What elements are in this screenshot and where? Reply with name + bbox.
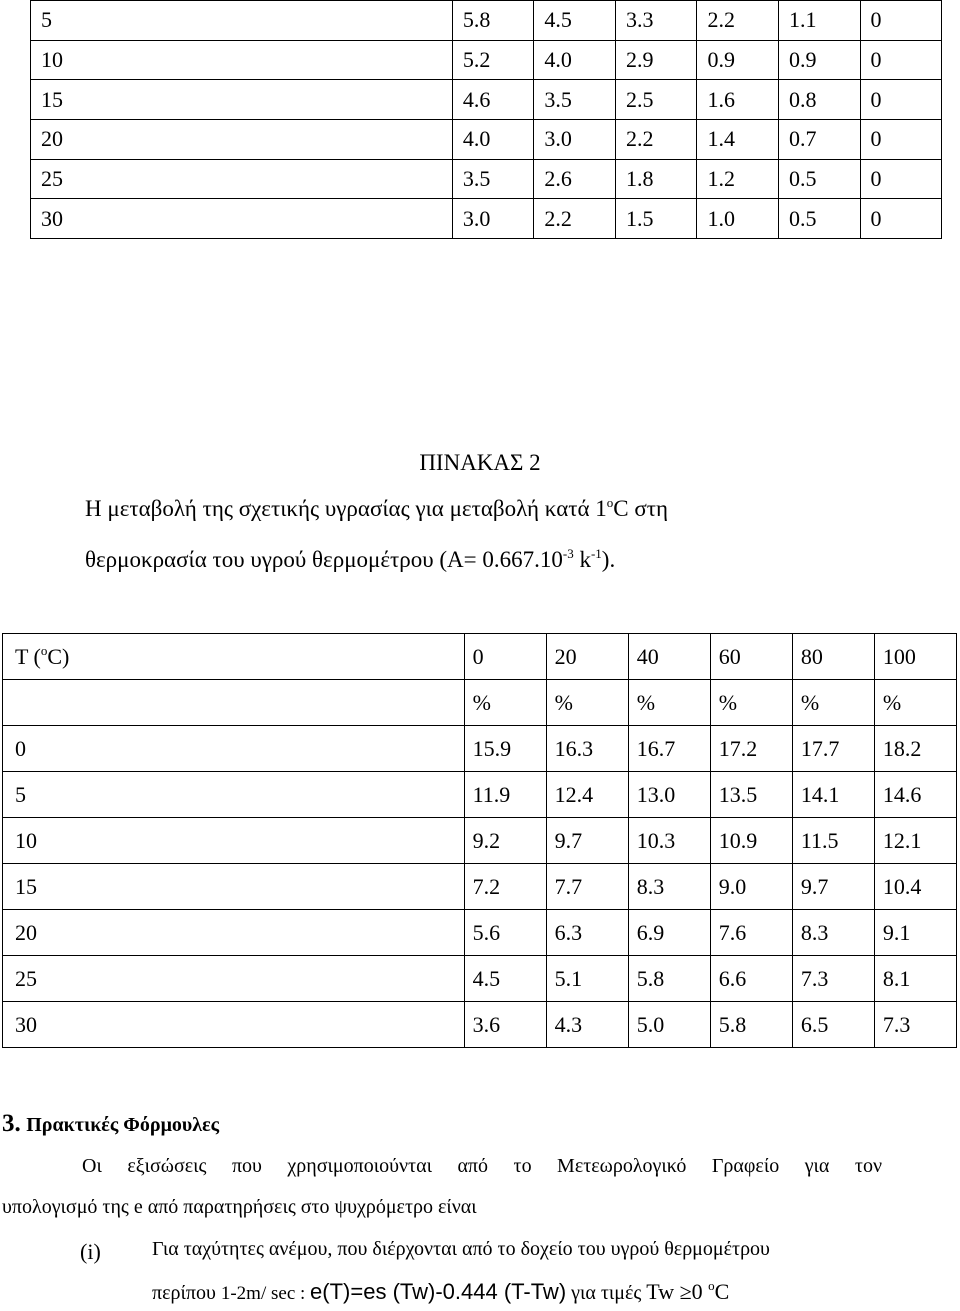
geq-symbol: ≥ (679, 1279, 692, 1304)
unit-cell: % (546, 680, 628, 726)
row-label-cell: 5 (31, 1, 453, 41)
row-label-cell: 30 (3, 1002, 465, 1048)
table-row (3, 818, 957, 864)
row-label-cell: 15 (31, 80, 453, 120)
value-cell: 0 (860, 1, 941, 41)
value-cell: 16.7 (628, 726, 710, 772)
value-cell: 4.0 (534, 40, 616, 80)
value-cell: 3.5 (534, 80, 616, 120)
value-cell: 4.3 (546, 1002, 628, 1048)
value-cell: 17.2 (710, 726, 792, 772)
table-row (31, 199, 942, 239)
value-cell: 0 (860, 159, 941, 199)
value-cell: 3.3 (615, 1, 697, 41)
value-cell: 15.9 (464, 726, 546, 772)
table-2-caption-line-2: θερμοκρασία του υγρού θερμομέτρου ($A= 0.667.10^{-3}$ $k^{-1}$). (85, 546, 616, 572)
value-cell: 1.1 (779, 1, 861, 41)
value-cell: 12.1 (874, 818, 956, 864)
value-cell: 9.2 (464, 818, 546, 864)
list-item-text: Για ταχύτητες ανέμου, που διέρχονται από το δοχείο του υγρού θερμομέτρου (152, 1238, 770, 1260)
row-label-cell: 10 (3, 818, 465, 864)
value-cell: 5.2 (452, 40, 534, 80)
unit-cell: % (792, 680, 874, 726)
value-cell: 2.2 (615, 120, 697, 160)
value-cell: 5.8 (452, 1, 534, 41)
table-2-title: ΠΙΝΑΚΑΣ 2 (419, 450, 541, 475)
value-cell: 0 (860, 80, 941, 120)
column-header: 80 (792, 634, 874, 680)
table-2-header-row (3, 634, 957, 680)
value-cell: 7.7 (546, 864, 628, 910)
value-cell: 5.8 (628, 956, 710, 1002)
value-cell: 6.3 (546, 910, 628, 956)
value-cell: 11.9 (464, 772, 546, 818)
table-row (31, 80, 942, 120)
value-cell: 7.6 (710, 910, 792, 956)
value-cell: 10.3 (628, 818, 710, 864)
value-cell: 13.0 (628, 772, 710, 818)
value-cell: 0.9 (779, 40, 861, 80)
value-cell: 5.6 (464, 910, 546, 956)
table-row (3, 1002, 957, 1048)
row-label-cell: 25 (3, 956, 465, 1002)
temperature-header: T ($^o$C) (3, 634, 465, 680)
value-cell: 4.6 (452, 80, 534, 120)
value-cell: 9.7 (792, 864, 874, 910)
value-cell: 0.9 (697, 40, 779, 80)
value-cell: 6.6 (710, 956, 792, 1002)
value-cell: 0 (860, 199, 941, 239)
table-1 (30, 0, 942, 239)
table-2 (2, 633, 957, 1048)
value-cell: 6.5 (792, 1002, 874, 1048)
row-label-cell: 20 (31, 120, 453, 160)
value-cell: 3.0 (452, 199, 534, 239)
value-cell: 1.0 (697, 199, 779, 239)
table-row (31, 1, 942, 41)
value-cell: 3.6 (464, 1002, 546, 1048)
value-cell: 8.3 (628, 864, 710, 910)
list-item-label: (i) (80, 1239, 101, 1264)
value-cell: 4.5 (464, 956, 546, 1002)
value-cell: 0 (860, 120, 941, 160)
value-cell: 1.4 (697, 120, 779, 160)
value-cell: 4.0 (452, 120, 534, 160)
unit-cell: % (464, 680, 546, 726)
value-cell: 0.7 (779, 120, 861, 160)
column-header: 0 (464, 634, 546, 680)
list-item-formula-line: περίπου 1-2m/ sec : e(T)=es (Tw)-0.444 (T-Tw) για τιμές Tw ≥0 $^o$C (152, 1278, 730, 1304)
table-row (31, 40, 942, 80)
unit-cell: % (710, 680, 792, 726)
value-cell: 1.5 (615, 199, 697, 239)
value-cell: 4.5 (534, 1, 616, 41)
value-cell: 9.7 (546, 818, 628, 864)
row-label-cell: 30 (31, 199, 453, 239)
row-label-cell: 25 (31, 159, 453, 199)
table-row (3, 772, 957, 818)
value-cell: 0.8 (779, 80, 861, 120)
value-cell: 14.6 (874, 772, 956, 818)
table-2-units-row (3, 680, 957, 726)
value-cell: 2.2 (534, 199, 616, 239)
row-label-cell: 10 (31, 40, 453, 80)
units-empty-cell (3, 680, 465, 726)
value-cell: 10.4 (874, 864, 956, 910)
value-cell: 18.2 (874, 726, 956, 772)
column-header: 60 (710, 634, 792, 680)
table-2-caption-line-1: Η μεταβολή της σχετικής υγρασίας για μεταβολή κατά 1$^o$C στη (85, 495, 669, 521)
row-label-cell: 15 (3, 864, 465, 910)
section-3-paragraph-line-2: υπολογισμό της e από παρατηρήσεις στο ψυχρόμετρο είναι (2, 1196, 477, 1218)
value-cell: 12.4 (546, 772, 628, 818)
formula: e(T)=es (Tw)-0.444 (T-Tw) (310, 1279, 567, 1304)
unit-cell: % (874, 680, 956, 726)
table-row (31, 120, 942, 160)
value-cell: 0 (860, 40, 941, 80)
value-cell: 9.1 (874, 910, 956, 956)
table-row (3, 864, 957, 910)
value-cell: 0.5 (779, 199, 861, 239)
value-cell: 14.1 (792, 772, 874, 818)
section-3-heading: 3. Πρακτικές Φόρμουλες (2, 1110, 220, 1137)
value-cell: 7.3 (792, 956, 874, 1002)
value-cell: 2.2 (697, 1, 779, 41)
value-cell: 1.8 (615, 159, 697, 199)
table-row (3, 956, 957, 1002)
table-row (3, 910, 957, 956)
value-cell: 1.6 (697, 80, 779, 120)
row-label-cell: 0 (3, 726, 465, 772)
value-cell: 8.1 (874, 956, 956, 1002)
value-cell: 17.7 (792, 726, 874, 772)
value-cell: 3.0 (534, 120, 616, 160)
column-header: 20 (546, 634, 628, 680)
column-header: 40 (628, 634, 710, 680)
value-cell: 5.8 (710, 1002, 792, 1048)
value-cell: 11.5 (792, 818, 874, 864)
value-cell: 1.2 (697, 159, 779, 199)
value-cell: 16.3 (546, 726, 628, 772)
value-cell: 5.0 (628, 1002, 710, 1048)
value-cell: 2.5 (615, 80, 697, 120)
value-cell: 2.6 (534, 159, 616, 199)
unit-cell: % (628, 680, 710, 726)
value-cell: 10.9 (710, 818, 792, 864)
value-cell: 7.3 (874, 1002, 956, 1048)
value-cell: 7.2 (464, 864, 546, 910)
column-header: 100 (874, 634, 956, 680)
value-cell: 8.3 (792, 910, 874, 956)
value-cell: 6.9 (628, 910, 710, 956)
value-cell: 9.0 (710, 864, 792, 910)
value-cell: 2.9 (615, 40, 697, 80)
row-label-cell: 5 (3, 772, 465, 818)
value-cell: 5.1 (546, 956, 628, 1002)
row-label-cell: 20 (3, 910, 465, 956)
value-cell: 3.5 (452, 159, 534, 199)
section-3-paragraph-line-1: Οι εξισώσεις που χρησιμοποιούνται από το Μετεωρολογικό Γραφείο για τον (82, 1155, 882, 1177)
table-row (31, 159, 942, 199)
value-cell: 0.5 (779, 159, 861, 199)
table-row (3, 726, 957, 772)
value-cell: 13.5 (710, 772, 792, 818)
